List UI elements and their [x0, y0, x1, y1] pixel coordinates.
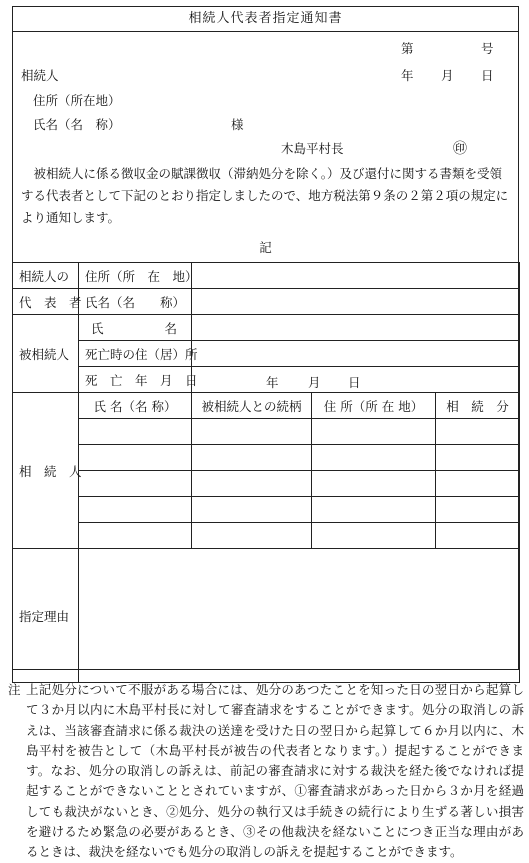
- heir-share-cell: [436, 497, 520, 523]
- death-year: 年: [266, 375, 279, 390]
- death-day: 日: [348, 375, 361, 390]
- honorific: 様: [231, 117, 244, 132]
- heir-name-cell: [79, 471, 192, 497]
- date-month: 月: [441, 68, 454, 83]
- heir-name-cell: [79, 445, 192, 471]
- representative-address-label: 住所（所 在 地）: [79, 263, 192, 289]
- reason-label: 指定理由: [13, 549, 79, 683]
- decedent-name-label-cell: [79, 315, 192, 341]
- heirs-col-name: 氏 名（名 称）: [79, 393, 192, 419]
- decedent-name-value: [192, 315, 520, 341]
- date-day: 日: [481, 68, 494, 83]
- heir-relation-cell: [192, 497, 312, 523]
- heir-address-cell: [312, 419, 436, 445]
- heir-name-cell: [79, 419, 192, 445]
- note-section: [8, 680, 524, 863]
- decedent-death-date-label: 死 亡 年 月 日: [79, 367, 192, 393]
- note-mark: 注: [8, 682, 21, 697]
- decedent-death-date-value: [192, 367, 520, 393]
- heir-name-cell: [79, 523, 192, 549]
- decedent-name-row: [13, 315, 520, 341]
- decedent-label: 被相続人: [13, 315, 79, 393]
- representative-address-row: [13, 263, 520, 289]
- table-row: [13, 445, 520, 471]
- form-frame: [12, 6, 519, 670]
- heirs-col-share: 相 続 分: [436, 393, 520, 419]
- table-row: [13, 523, 520, 549]
- heir-relation-cell: [192, 471, 312, 497]
- heir-relation-cell: [192, 445, 312, 471]
- death-month: 月: [308, 375, 321, 390]
- representative-name-value: [192, 289, 520, 315]
- number-suffix: 号: [481, 41, 494, 56]
- table-row: [13, 497, 520, 523]
- number-prefix: 第: [401, 41, 414, 56]
- issuer-name: 木島平村長: [281, 141, 344, 156]
- heir-share-cell: [436, 523, 520, 549]
- heirs-label: 相 続 人: [13, 393, 79, 549]
- heir-share-cell: [436, 471, 520, 497]
- recipient-name-label: 氏名（名 称）: [33, 117, 121, 132]
- heir-share-cell: [436, 445, 520, 471]
- recipient-label: 相続人: [21, 68, 59, 83]
- heir-address-cell: [312, 523, 436, 549]
- heir-relation-cell: [192, 419, 312, 445]
- heir-name-cell: [79, 497, 192, 523]
- reason-value: [79, 549, 520, 683]
- ki-label: 記: [259, 240, 272, 255]
- decedent-address-label: 死亡時の住（居）所: [79, 341, 192, 367]
- table-row: [13, 419, 520, 445]
- heir-share-cell: [436, 419, 520, 445]
- note-text: 上記処分について不服がある場合には、処分のあつたことを知った日の翌日から起算して３か月以内に木島平村長に対して審査請求をすることができます。処分の取消しの訴えは、当該審査請求に係る裁決の送達を受けた日の翌日から起算して６か月以内に、木島平村を被告として（木島平村長が被告の代表者となります。）提起することができます。なお、処分の取消しの訴えは、前記の審査請求に対する裁決を経た後でなければ提起することができないこととされていますが、①審査請求があった日から３か月を経過しても裁決がないとき、②処分、処分の執行又は手続きの続行により生ずる著しい損害を避けるため緊急の必要があるとき、③その他裁決を経ないことにつき正当な理由があるときは、裁決を経ないでも処分の取消しの訴えを提起することができます。: [26, 682, 524, 860]
- date-year: 年: [401, 68, 414, 83]
- decedent-address-value: [192, 341, 520, 367]
- form-title: 相続人代表者指定通知書: [13, 7, 518, 32]
- decedent-death-date-row: [13, 367, 520, 393]
- heirs-header-row: [13, 393, 520, 419]
- heirs-col-relation: 被相続人との続柄: [192, 393, 312, 419]
- representative-label-bottom: 代 表 者: [13, 289, 79, 315]
- heir-address-cell: [312, 445, 436, 471]
- heir-address-cell: [312, 497, 436, 523]
- recipient-address-label: 住所（所在地）: [33, 93, 121, 108]
- heir-relation-cell: [192, 523, 312, 549]
- heirs-col-address: 住 所（所 在 地）: [312, 393, 436, 419]
- decedent-name-label-b: 名: [164, 320, 177, 336]
- body-text: 被相続人に係る徴収金の賦課徴収（滞納処分を除く。）及び還付に関する書類を受領する代表者として下記のとおり指定しましたので、地方税法第９条の２第２項の規定により通知します。: [21, 166, 509, 225]
- representative-label-top: 相続人の: [13, 263, 79, 289]
- decedent-address-row: [13, 341, 520, 367]
- seal-mark: ㊞: [453, 141, 467, 157]
- representative-address-value: [192, 263, 520, 289]
- reason-row: [13, 549, 520, 683]
- table-row: [13, 471, 520, 497]
- representative-name-label: 氏名（名 称）: [79, 289, 192, 315]
- representative-name-row: [13, 289, 520, 315]
- detail-table: [12, 262, 520, 683]
- decedent-name-label-a: 氏: [91, 320, 104, 336]
- heir-address-cell: [312, 471, 436, 497]
